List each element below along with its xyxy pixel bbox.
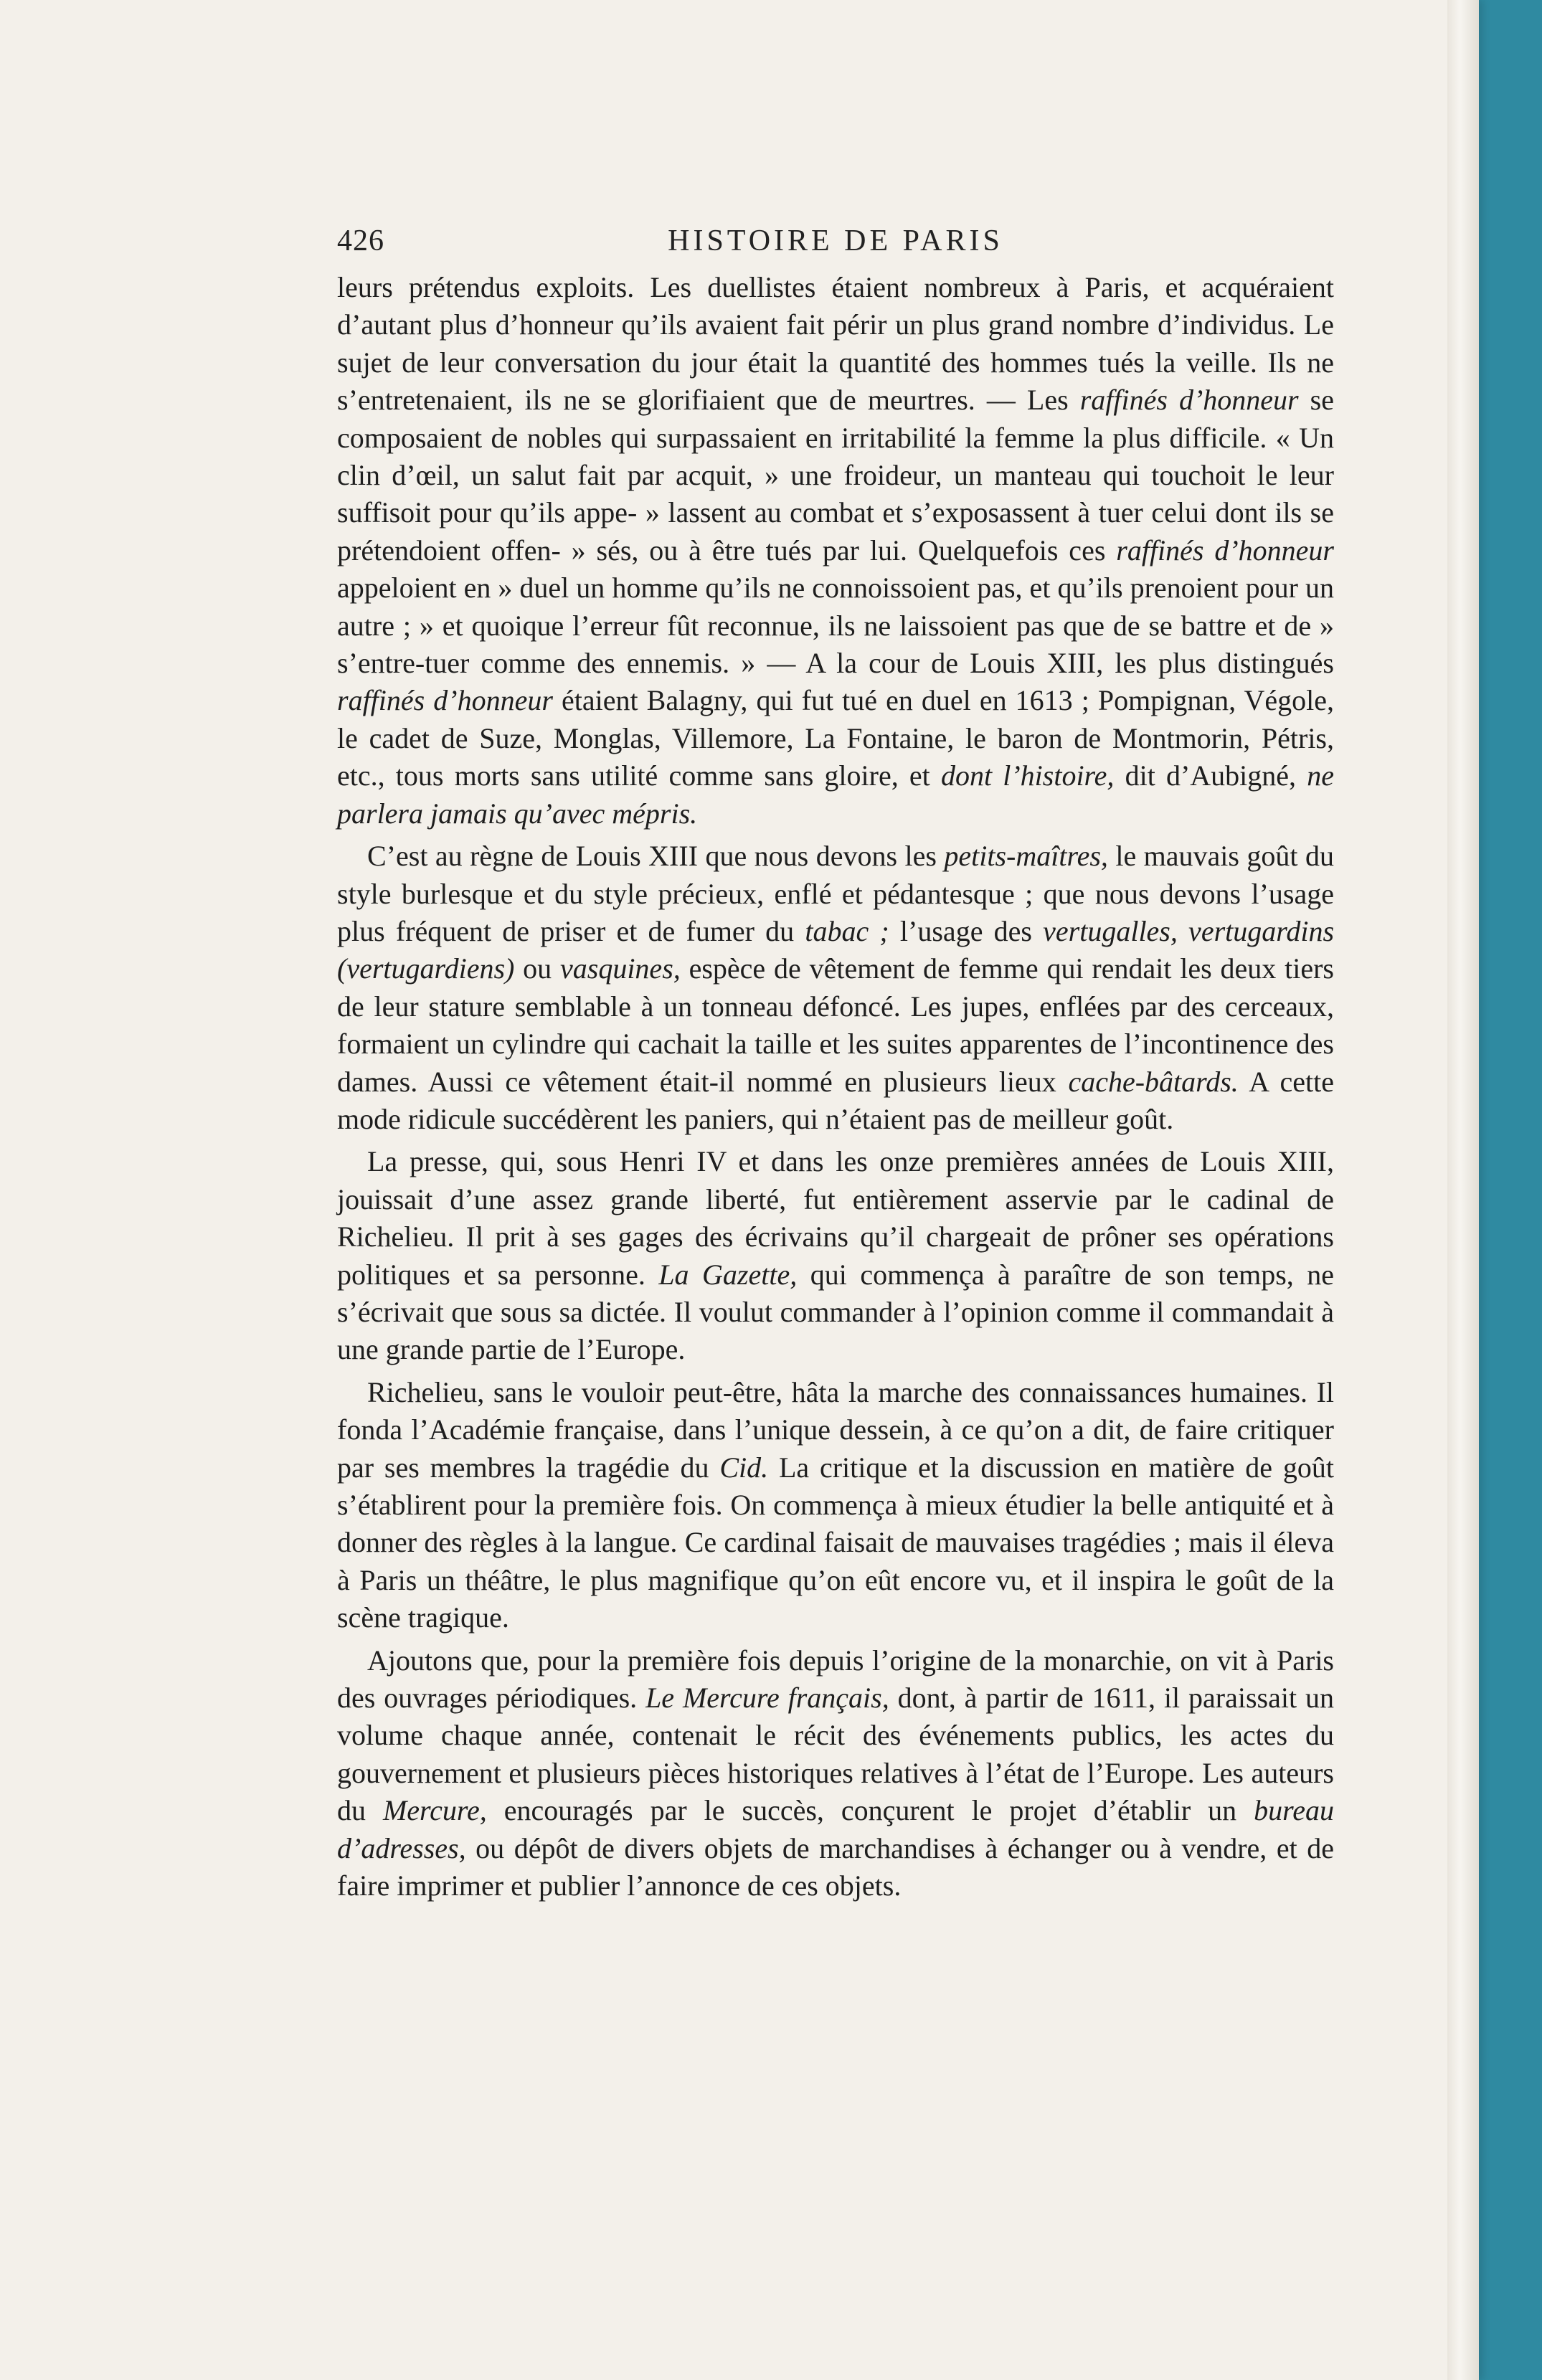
- italic-text: ne parlera jamais qu’avec mépris.: [337, 759, 1334, 830]
- running-title: HISTOIRE DE PARIS: [668, 224, 1003, 257]
- text-run: A cette mode ridicule succédèrent les paniers, qui n’étaient pas de meilleur goût.: [337, 1065, 1335, 1135]
- italic-text: vasquines,: [560, 952, 681, 985]
- text-run: étaient Balagny, qui fut tué en duel en 1613 ; Pompignan, Végole, le cadet de Suze, Monglas, Villemore, La Fontaine, le baron de Montmorin, Pétris, etc., tous morts sans utilité comme sans gloire, et: [337, 684, 1334, 792]
- italic-text: tabac ;: [805, 914, 889, 947]
- text-run: C’est au règne de Louis XIII que nous devons les: [367, 840, 945, 873]
- text-run: La presse, qui, sous Henri IV et dans les onze premières années de Louis XIII, jouissait d’une assez grande liberté, fut entièrement asservie par le cadinal de Richelieu. Il prit à ses gages des écrivains qu’il chargeait de prôner ses opérations politiques et sa personne.: [337, 1145, 1334, 1291]
- page-number: 426: [337, 224, 384, 257]
- italic-text: raffinés d’honneur: [1116, 534, 1335, 566]
- italic-text: Cid.: [719, 1451, 769, 1484]
- page-header: [337, 224, 1334, 267]
- paragraph: [337, 838, 1334, 1138]
- italic-text: raffinés d’honneur: [337, 684, 553, 717]
- text-run: leurs prétendus exploits. Les duellistes étaient nombreux à Paris, et acquéraient d’autant plus d’honneur qu’ils avaient fait périr un plus grand nombre d’individus. Le sujet de leur conversation du jour était la quantité des hommes tués la veille. Ils ne s’entretenaient, ils ne se glorifiaient que de meurtres. — Les: [337, 271, 1334, 417]
- text-run: le mauvais goût du style burlesque et du style précieux, enflé et pédantesque ; que nous devons l’usage plus fréquent de priser et de fumer du: [337, 840, 1335, 947]
- paragraph: [337, 1642, 1334, 1905]
- text-run: ou: [514, 952, 560, 985]
- italic-text: raffinés d’honneur: [1079, 384, 1299, 417]
- text-run: qui commença à paraître de son temps, ne s’écrivait que sous sa dictée. Il voulut commander à l’opinion comme il commandait à une grande partie de l’Europe.: [337, 1258, 1334, 1366]
- italic-text: La Gazette,: [658, 1258, 798, 1291]
- text-run: ou dépôt de divers objets de marchandises à échanger ou à vendre, et de faire imprimer et publier l’annonce de ces objets.: [337, 1831, 1334, 1902]
- italic-text: Le Mercure français,: [645, 1682, 889, 1715]
- italic-text: bureau d’adresses,: [337, 1794, 1334, 1864]
- paragraph: [337, 1143, 1334, 1368]
- text-run: encouragés par le succès, conçurent le projet d’établir un: [486, 1794, 1254, 1827]
- italic-text: dont l’histoire,: [940, 759, 1115, 792]
- text-run: l’usage des: [889, 914, 1044, 947]
- text-run: dont, à partir de 1611, il paraissait un volume chaque année, contenait le récit des événements publics, les actes du gouvernement et plusieurs pièces historiques relatives à l’état de l’Europe. Les auteurs du: [337, 1682, 1335, 1827]
- text-run: Ajoutons que, pour la première fois depuis l’origine de la monarchie, on vit à Paris des ouvrages périodiques.: [337, 1644, 1334, 1715]
- page-edge: [1447, 0, 1479, 2380]
- italic-text: vertugalles, vertugardins (vertugardiens): [337, 914, 1335, 985]
- italic-text: petits-maîtres,: [944, 840, 1108, 873]
- paragraph: [337, 269, 1334, 833]
- text-run: espèce de vêtement de femme qui rendait les deux tiers de leur stature semblable à un tonneau défoncé. Les jupes, enflées par des cerceaux, formaient un cylindre qui cachait la taille et les suites apparentes de l’incontinence des dames. Aussi ce vêtement était-il nommé en plusieurs lieux: [337, 952, 1335, 1098]
- text-run: se composaient de nobles qui surpassaient en irritabilité la femme la plus difficile. « Un clin d’œil, un salut fait par acquit, » une froideur, un manteau qui touchoit le leur suffisoit pour qu’ils appe- » lassent au combat et s’exposassent à tuer celui dont ils se prétendoient offen- » sés, ou à être tués par lui. Quelquefois ces: [337, 384, 1334, 566]
- italic-text: Mercure,: [382, 1794, 487, 1827]
- text-run: Richelieu, sans le vouloir peut-être, hâta la marche des connaissances humaines. Il fonda l’Académie française, dans l’unique dessein, à ce qu’on a dit, de faire critiquer par ses membres la tragédie du: [337, 1375, 1334, 1484]
- text-run: appeloient en » duel un homme qu’ils ne connoissoient pas, et qu’ils prenoient pour un autre ; » et quoique l’erreur fût reconnue, ils ne laissoient pas que de se battre et de » s’entre-tuer comme des ennemis. » — A la cour de Louis XIII, les plus distingués: [337, 572, 1334, 680]
- text-run: La critique et la discussion en matière de goût s’établirent pour la première fois. On commença à mieux étudier la belle antiquité et à donner des règles à la langue. Ce cardinal faisait de mauvaises tragédies ; mais il éleva à Paris un théâtre, le plus magnifique qu’on eût encore vu, et il inspira le goût de la scène tragique.: [337, 1451, 1334, 1634]
- text-run: dit d’Aubigné,: [1114, 759, 1307, 792]
- italic-text: cache-bâtards.: [1068, 1065, 1239, 1098]
- paragraph: [337, 1374, 1334, 1637]
- body-text: [337, 269, 1334, 1910]
